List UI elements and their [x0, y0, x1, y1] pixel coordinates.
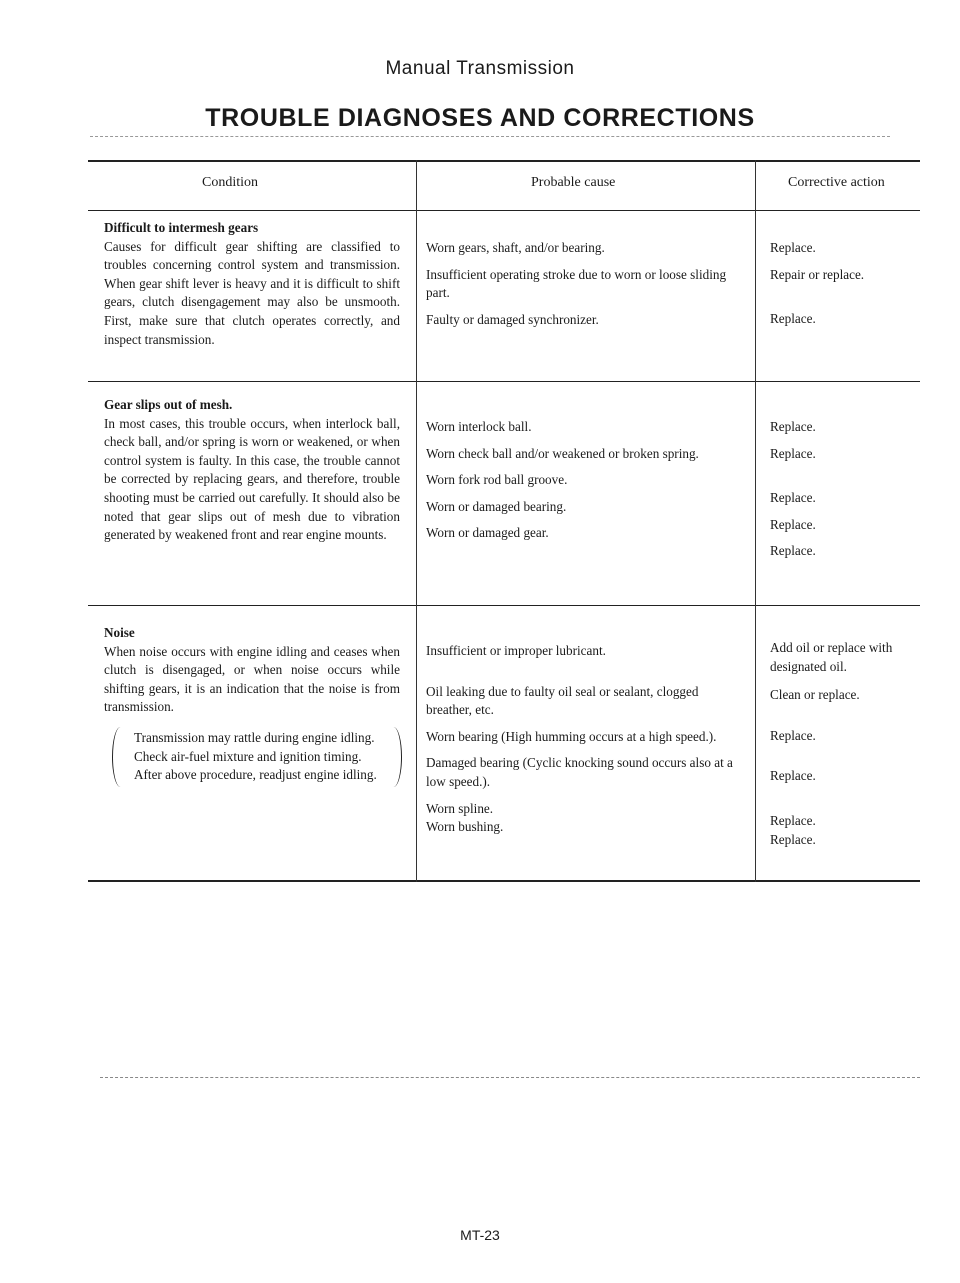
condition-description: In most cases, this trouble occurs, when interlock ball, check ball, and/or spring is worn or weakened, or when control system is faulty. In this case, the trouble cannot be corrected by replacing gears, and therefore, trouble shooting must be carried out carefully. It should also be noted that gear slips out of mesh due to vibration generated by weakened front and rear engine mounts.: [104, 415, 400, 543]
cause-item: Worn or damaged gear.: [426, 525, 549, 541]
action-item: Replace.: [770, 768, 816, 784]
condition-gear-slips: [104, 396, 400, 545]
action-item: Replace.: [770, 419, 816, 434]
action-item: Clean or replace.: [770, 687, 860, 703]
action-item: Replace.: [770, 543, 816, 559]
page-title: TROUBLE DIAGNOSES AND CORRECTIONS: [205, 104, 755, 132]
causes-difficult-to-intermesh: [426, 239, 738, 329]
condition-title: Gear slips out of mesh.: [104, 397, 233, 412]
column-divider-1: [416, 160, 417, 882]
action-item: Replace.: [770, 727, 816, 743]
cause-item: Oil leaking due to faulty oil seal or sealant, clogged breather, etc.: [426, 683, 699, 718]
page-number: MT-23: [460, 1227, 500, 1243]
causes-gear-slips: [426, 418, 738, 543]
condition-description: Causes for difficult gear shifting are classified to troubles concerning control system and transmission. When gear shift lever is heavy and it is difficult to shift gears, clutch disengagement may also be unsmooth. First, make sure that clutch operates correctly, and inspect transmission.: [104, 238, 400, 347]
column-divider-2: [755, 160, 756, 882]
condition-title: Noise: [104, 625, 135, 640]
action-item: Replace.: [770, 311, 816, 327]
condition-description: When noise occurs with engine idling and ceases when clutch is disengaged, or when noise occurs while shifting gears, it is an indication that the noise is from transmission.: [104, 643, 400, 715]
note-line: Transmission may rattle during engine idling.: [134, 729, 375, 745]
cause-item: Insufficient or improper lubricant.: [426, 643, 606, 658]
action-item: Replace.: [770, 445, 816, 461]
table-bottom-rule: [88, 880, 920, 882]
page-bottom-rule: [100, 1077, 920, 1078]
actions-gear-slips: [770, 418, 920, 561]
section-rule-1: [88, 381, 920, 382]
cause-item: Worn check ball and/or weakened or broken spring.: [426, 445, 699, 461]
cause-item: Worn fork rod ball groove.: [426, 472, 568, 488]
note-line: After above procedure, readjust engine idling.: [134, 767, 377, 783]
action-item: Replace.: [770, 831, 816, 847]
action-item: Replace.: [770, 812, 816, 828]
section-rule-2: [88, 605, 920, 606]
column-header-cause: Probable cause: [531, 175, 616, 190]
condition-noise: [104, 624, 400, 787]
condition-title: Difficult to intermesh gears: [104, 220, 259, 235]
cause-item: Worn spline.: [426, 800, 494, 816]
cause-item: Insufficient operating stroke due to worn or loose sliding part.: [426, 266, 727, 301]
cause-item: Faulty or damaged synchronizer.: [426, 311, 599, 327]
noise-note: [112, 727, 402, 787]
action-item: Replace.: [770, 516, 816, 532]
column-header-condition: Condition: [202, 175, 259, 190]
cause-item: Worn bearing (High humming occurs at a high speed.).: [426, 728, 717, 744]
action-item: Replace.: [770, 240, 816, 255]
cause-item: Worn gears, shaft, and/or bearing.: [426, 240, 605, 255]
note-right-bracket: [385, 727, 402, 787]
actions-difficult-to-intermesh: [770, 239, 920, 329]
title-underline: [90, 136, 890, 137]
note-left-bracket: [112, 727, 129, 787]
header-bottom-rule: [88, 210, 920, 211]
action-item: Replace.: [770, 490, 816, 506]
actions-noise: [770, 639, 920, 849]
causes-noise: [426, 642, 738, 837]
page-header: Manual Transmission: [385, 58, 575, 79]
note-line: Check air-fuel mixture and ignition timing.: [134, 748, 362, 764]
action-item: Repair or replace.: [770, 266, 865, 282]
cause-item: Worn or damaged bearing.: [426, 498, 567, 514]
table-top-rule: [88, 160, 920, 162]
cause-item: Damaged bearing (Cyclic knocking sound occurs also at a low speed.).: [426, 755, 733, 789]
action-item: Add oil or replace with designated oil.: [770, 640, 893, 674]
cause-item: Worn bushing.: [426, 819, 504, 835]
column-header-action: Corrective action: [788, 175, 885, 190]
cause-item: Worn interlock ball.: [426, 419, 532, 434]
condition-difficult-to-intermesh: [104, 219, 400, 349]
